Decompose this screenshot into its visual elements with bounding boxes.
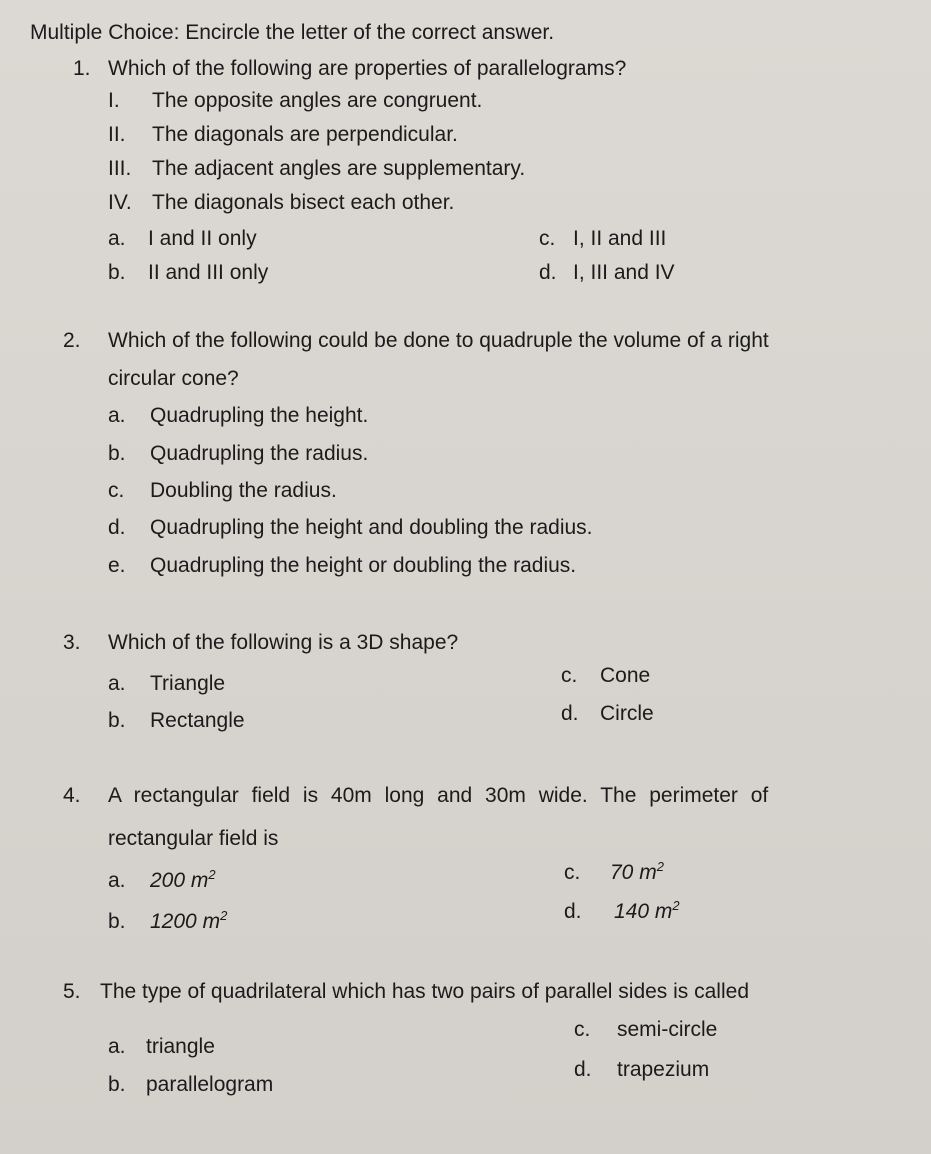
q1-statement-text: The opposite angles are congruent. (152, 89, 483, 112)
q4-choice-value: 200 $m^2$ (150, 867, 216, 892)
q4-choice-value: 140 $m^2$ (614, 898, 680, 923)
q1-statement-label: II. (108, 123, 126, 146)
question-2-text-line1: Which of the following could be done to quadruple the volume of a right (108, 329, 769, 352)
q2-choice-text: Doubling the radius. (150, 479, 337, 502)
q1-statement-label: I. (108, 89, 120, 112)
question-2-text-line2: circular cone? (108, 367, 239, 390)
question-1-text: Which of the following are properties of parallelograms? (108, 57, 627, 80)
q5-choice-text: semi-circle (617, 1018, 718, 1041)
q4-choice-value: 1200 $m^2$ (150, 908, 228, 933)
q5-choice-letter[interactable]: a. (108, 1035, 126, 1058)
q2-choice-letter[interactable]: c. (108, 479, 125, 502)
q1-statement-text: The adjacent angles are supplementary. (152, 157, 526, 180)
q4-choice-letter[interactable]: d. (564, 900, 582, 923)
q5-choice-letter[interactable]: b. (108, 1073, 126, 1096)
question-4-text-line2: rectangular field is (108, 827, 279, 850)
question-5-text: The type of quadrilateral which has two pairs of parallel sides is called (100, 980, 750, 1003)
q2-choice-letter[interactable]: e. (108, 554, 126, 577)
q4-choice-value: 70 $m^2$ (610, 859, 664, 884)
q1-choice-text: I and II only (148, 227, 257, 250)
q5-choice-letter[interactable]: d. (574, 1058, 592, 1081)
q2-choice-text: Quadrupling the height. (150, 404, 369, 427)
question-2-number: 2. (63, 329, 81, 352)
q2-choice-text: Quadrupling the height and doubling the radius. (150, 516, 593, 539)
q4-choice-letter[interactable]: c. (564, 861, 581, 884)
q1-choice-letter[interactable]: d. (539, 261, 557, 284)
q5-choice-text: trapezium (617, 1058, 710, 1081)
q1-choice-text: I, II and III (573, 227, 667, 250)
q1-statement-label: IV. (108, 191, 132, 214)
q1-choice-letter[interactable]: b. (108, 261, 126, 284)
q1-choice-text: II and III only (148, 261, 269, 284)
q3-choice-text: Cone (600, 664, 651, 687)
q1-statement-text: The diagonals are perpendicular. (152, 123, 458, 146)
q3-choice-letter[interactable]: b. (108, 709, 126, 732)
q5-choice-text: parallelogram (146, 1073, 274, 1096)
q5-choice-letter[interactable]: c. (574, 1018, 591, 1041)
q4-choice-letter[interactable]: b. (108, 910, 126, 933)
question-4-number: 4. (63, 784, 81, 807)
q1-statement-text: The diagonals bisect each other. (152, 191, 455, 214)
q3-choice-letter[interactable]: c. (561, 664, 578, 687)
question-1-number: 1. (73, 57, 91, 80)
q3-choice-letter[interactable]: a. (108, 672, 126, 695)
q3-choice-text: Rectangle (150, 709, 245, 732)
q1-choice-letter[interactable]: c. (539, 227, 556, 250)
q4-choice-letter[interactable]: a. (108, 869, 126, 892)
question-5-number: 5. (63, 980, 81, 1003)
q2-choice-letter[interactable]: b. (108, 442, 126, 465)
q3-choice-text: Triangle (150, 672, 226, 695)
q1-choice-letter[interactable]: a. (108, 227, 126, 250)
q2-choice-text: Quadrupling the radius. (150, 442, 369, 465)
instructions: Multiple Choice: Encircle the letter of the correct answer. (30, 21, 555, 44)
q2-choice-letter[interactable]: a. (108, 404, 126, 427)
q3-choice-letter[interactable]: d. (561, 702, 579, 725)
q3-choice-text: Circle (600, 702, 654, 725)
q1-statement-label: III. (108, 157, 132, 180)
question-3-text: Which of the following is a 3D shape? (108, 631, 459, 654)
q2-choice-letter[interactable]: d. (108, 516, 126, 539)
q1-choice-text: I, III and IV (573, 261, 675, 284)
question-4-text-line1: A rectangular field is 40m long and 30m wide. The perimeter of (108, 784, 769, 807)
q5-choice-text: triangle (146, 1035, 215, 1058)
question-3-number: 3. (63, 631, 81, 654)
q2-choice-text: Quadrupling the height or doubling the radius. (150, 554, 577, 577)
